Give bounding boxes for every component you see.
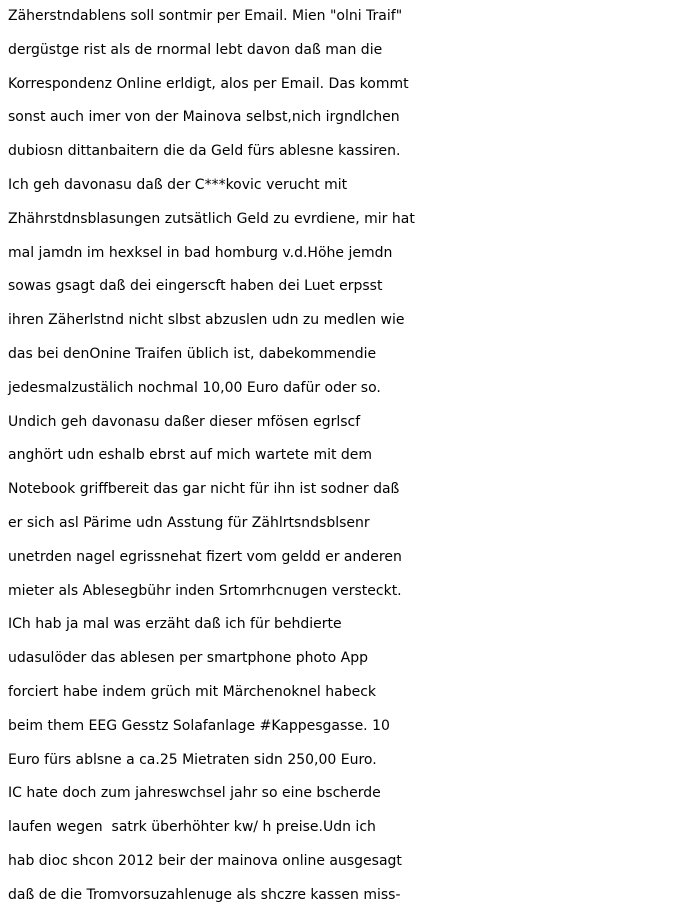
- text-line: anghört udn eshalb ebrst auf mich wartete mit dem: [8, 447, 373, 464]
- text-line: sonst auch imer von der Mainova selbst,nich irgndlchen: [8, 109, 400, 126]
- text-line: hab dioc shcon 2012 beir der mainova online ausgesagt: [8, 852, 402, 869]
- body-text: [8, 0, 684, 913]
- text-line: ihren Zäherlstnd nicht slbst abzuslen udn zu medlen wie: [8, 312, 405, 329]
- text-line: forciert habe indem grüch mit Märchenoknel habeck: [8, 683, 377, 700]
- text-line: Korrespondenz Online erldigt, alos per Email. Das kommt: [8, 75, 409, 92]
- text-line: Zäherstndablens soll sontmir per Email. Mien "olni Traif": [8, 8, 403, 24]
- text-line: Zhährstdnsblasungen zutsätlich Geld zu evrdiene, mir hat: [8, 210, 415, 227]
- text-line: unetrden nagel egrissnehat fizert vom geldd er anderen: [8, 548, 402, 565]
- text-line: Ich geh davonasu daß der C***kovic verucht mit: [8, 176, 348, 193]
- text-line: sowas gsagt daß dei eingerscft haben dei Luet erpsst: [8, 278, 383, 295]
- text-line: jedesmalzustälich nochmal 10,00 Euro dafür oder so.: [8, 379, 381, 396]
- text-line: beim them EEG Gesstz Solafanlage #Kappesgasse. 10: [8, 717, 390, 734]
- text-line: Undich geh davonasu daßer dieser mfösen egrlscf: [8, 413, 361, 430]
- text-line: er sich asl Pärime udn Asstung für Zählrtsndsblsenr: [8, 514, 370, 531]
- text-line: daß de die Tromvorsuzahlenuge als shczre kassen miss-: [8, 886, 401, 903]
- text-line: laufen wegen satrk überhöhter kw/ h preise.Udn ich: [8, 819, 376, 836]
- text-line: Euro fürs ablsne a ca.25 Mietraten sidn 250,00 Euro.: [8, 751, 377, 768]
- text-line: dubiosn dittanbaitern die da Geld fürs ablesne kassiren.: [8, 143, 401, 160]
- text-line: IC hate doch zum jahreswchsel jahr so eine bscherde: [8, 785, 381, 802]
- text-line: mieter als Ablesegbühr inden Srtomrhcnugen versteckt.: [8, 582, 402, 599]
- text-line: das bei denOnine Traifen üblich ist, dabekommendie: [8, 345, 377, 362]
- text-line: ICh hab ja mal was erzäht daß ich für behdierte: [8, 616, 342, 633]
- text-line: dergüstge rist als de rnormal lebt davon daß man die: [8, 41, 383, 58]
- text-line: Notebook griffbereit das gar nicht für ihn ist sodner daß: [8, 481, 400, 498]
- text-line: mal jamdn im hexksel in bad homburg v.d.Höhe jemdn: [8, 244, 393, 261]
- text-line: udasulöder das ablesen per smartphone photo App: [8, 650, 368, 667]
